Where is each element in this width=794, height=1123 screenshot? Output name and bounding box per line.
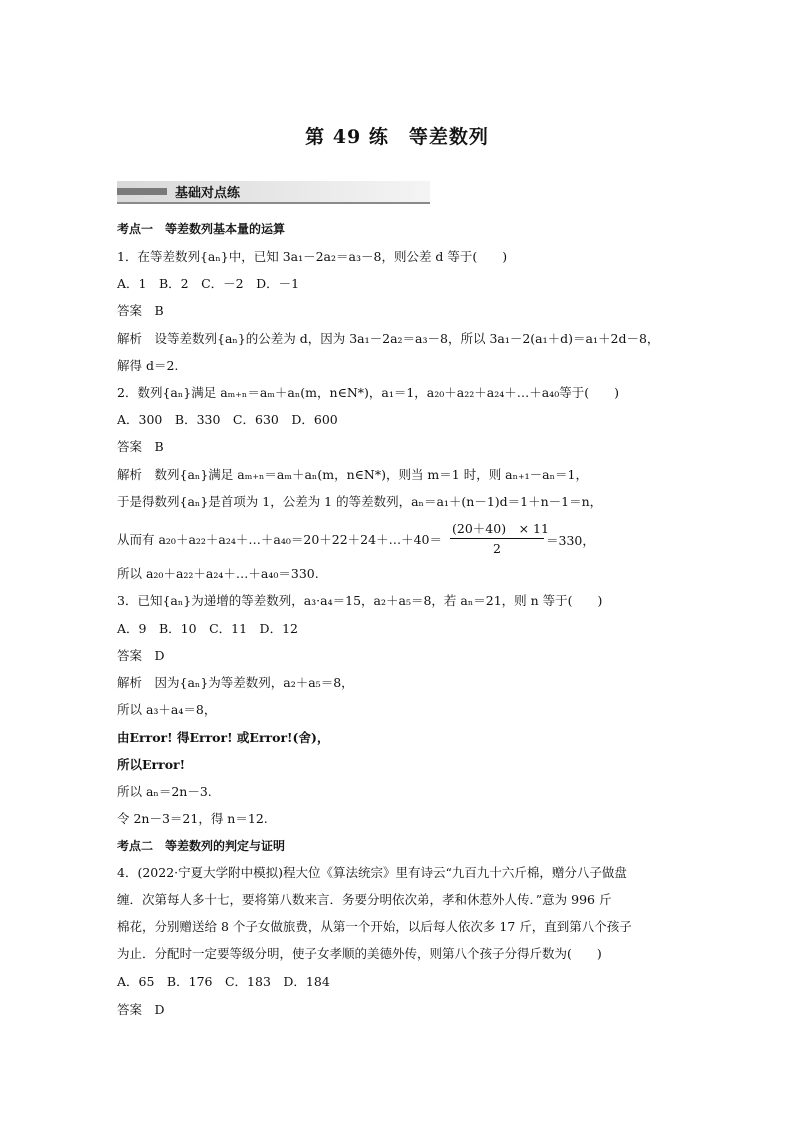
question-line: 棉花，分别赠送给 8 个子女做旅费，从第一个开始，以后每人依次多 17 斤，直到第八个孩子 bbox=[117, 919, 632, 934]
page-title: 第 49 练 等差数列 bbox=[305, 126, 489, 148]
options-line: A．65 B．176 C．183 D．184 bbox=[117, 974, 330, 989]
solution-line: 所以 a₂₀＋a₂₂＋a₂₄＋…＋a₄₀＝330. bbox=[117, 566, 319, 581]
topic-heading: 考点二 等差数列的判定与证明 bbox=[117, 839, 286, 853]
options-line: A．9 B．10 C．11 D．12 bbox=[117, 621, 298, 636]
options-line: A．300 B．330 C．630 D．600 bbox=[117, 412, 338, 427]
fraction-numerator: (20＋40) × 11 bbox=[452, 521, 549, 536]
fraction-result: ＝330， bbox=[546, 533, 595, 548]
solution-line: 所以 aₙ＝2n－3. bbox=[117, 784, 212, 799]
solution-line: 解得 d＝2. bbox=[117, 358, 179, 373]
answer-line: 答案 D bbox=[117, 648, 165, 663]
solution-line: 令 2n－3＝21，得 n＝12. bbox=[117, 811, 268, 826]
solution-line: 解析 因为{aₙ}为等差数列，a₂＋a₅＝8， bbox=[117, 675, 354, 690]
solution-line: 由Error! 得Error! 或Error!(舍)， bbox=[117, 730, 330, 745]
answer-line: 答案 B bbox=[117, 303, 164, 318]
question-line: 1．在等差数列{aₙ}中，已知 3a₁－2a₂＝a₃－8，则公差 d 等于( ) bbox=[117, 249, 508, 264]
solution-line: 于是得数列{aₙ}是首项为 1，公差为 1 的等差数列，aₙ＝a₁＋(n－1)d＝1＋n－1＝n， bbox=[117, 494, 603, 509]
options-line: A．1 B．2 C．－2 D．－1 bbox=[117, 276, 300, 291]
topic-heading: 考点一 等差数列基本量的运算 bbox=[117, 222, 286, 236]
question-line: 缠．次第每人多十七，要将第八数来言．务要分明依次弟，孝和休惹外人传．”意为 996 斤 bbox=[117, 892, 612, 907]
fraction-bar bbox=[450, 538, 544, 539]
answer-line: 答案 B bbox=[117, 439, 164, 454]
question-line: 为止．分配时一定要等级分明，使子女孝顺的美德外传，则第八个孩子分得斤数为( ) bbox=[117, 946, 602, 961]
question-line: 4．(2022·宁夏大学附中模拟)程大位《算法统宗》里有诗云“九百九十六斤棉，赠分八子做盘 bbox=[117, 865, 627, 880]
solution-line: 从而有 a₂₀＋a₂₂＋a₂₄＋…＋a₄₀＝20＋22＋24＋…＋40＝ bbox=[117, 532, 442, 547]
answer-line: 答案 D bbox=[117, 1002, 165, 1017]
solution-line: 解析 设等差数列{aₙ}的公差为 d，因为 3a₁－2a₂＝a₃－8，所以 3a₁－2(a₁＋d)＝a₁＋2d－8， bbox=[117, 331, 660, 346]
fraction-denominator: 2 bbox=[493, 541, 501, 556]
section-header bbox=[117, 181, 430, 204]
solution-line: 所以 a₃＋a₄＝8， bbox=[117, 702, 217, 717]
question-line: 2．数列{aₙ}满足 aₘ₊ₙ＝aₘ＋aₙ(m，n∈N*)，a₁＝1，a₂₀＋a₂₂＋a₂₄＋…＋a₄₀等于( ) bbox=[117, 385, 619, 400]
solution-line: 解析 数列{aₙ}满足 aₘ₊ₙ＝aₘ＋aₙ(m，n∈N*)，则当 m＝1 时，则 aₙ₊₁－aₙ＝1， bbox=[117, 467, 588, 482]
question-line: 3．已知{aₙ}为递增的等差数列，a₃·a₄＝15，a₂＋a₅＝8，若 aₙ＝21，则 n 等于( ) bbox=[117, 593, 603, 608]
section-marker bbox=[117, 188, 167, 195]
section-label: 基础对点练 bbox=[175, 186, 241, 201]
solution-line: 所以Error! bbox=[117, 757, 186, 772]
